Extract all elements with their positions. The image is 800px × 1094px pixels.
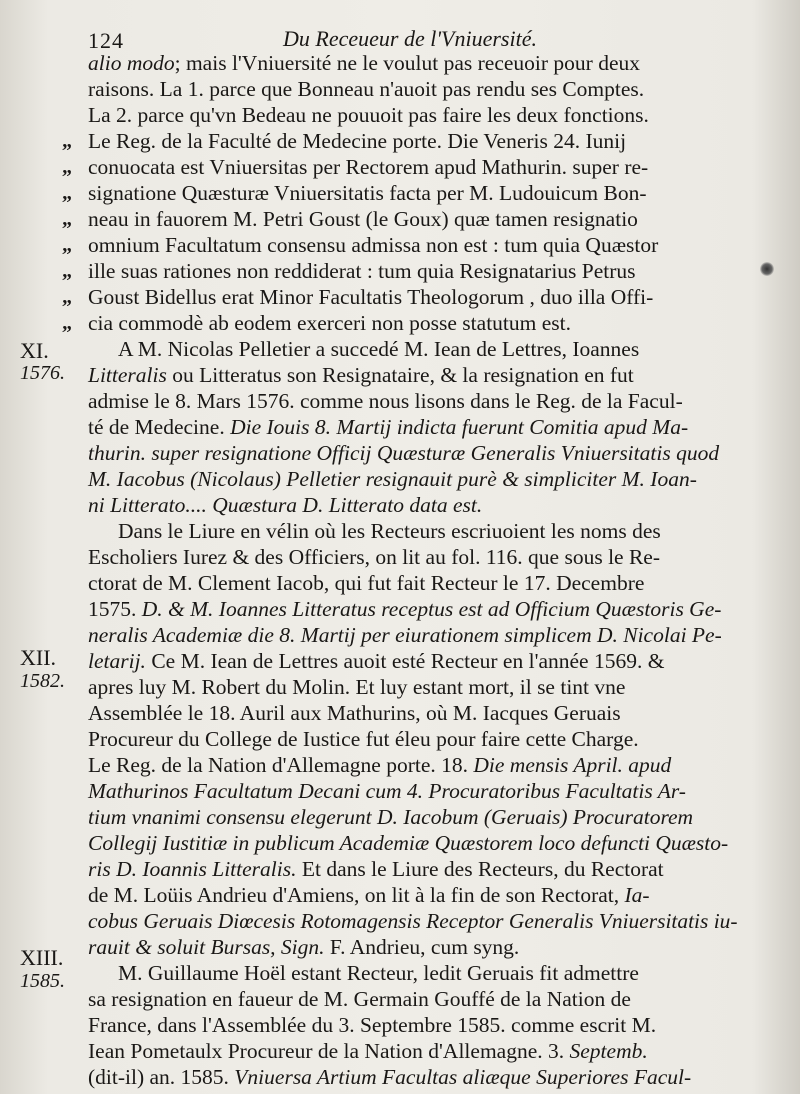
text-line: ctorat de M. Clement Iacob, qui fut fait Recteur le 17. Decembre <box>88 571 645 595</box>
text-line: omnium Facultatum consensu admissa non est : tum quia Quæstor <box>88 233 659 257</box>
text-line: apres luy M. Robert du Molin. Et luy estant mort, il se tint vne <box>88 675 626 699</box>
text-line: ris D. Ioannis Litteralis. Et dans le Liure des Recteurs, du Rectorat <box>88 857 664 881</box>
text-line: Escholiers Iurez & des Officiers, on lit au fol. 116. que sous le Re- <box>88 545 660 569</box>
text-line: M. Iacobus (Nicolaus) Pelletier resignauit purè & simpliciter M. Ioan- <box>88 467 697 491</box>
ink-smudge <box>760 262 774 276</box>
text-line: A M. Nicolas Pelletier a succedé M. Iean de Lettres, Ioannes <box>118 337 640 361</box>
margin-year-1582: 1582. <box>20 670 65 692</box>
text-line: conuocata est Vniuersitas per Rectorem apud Mathurin. super re- <box>88 155 649 179</box>
text-line: raisons. La 1. parce que Bonneau n'auoit pas rendu ses Comptes. <box>88 77 645 101</box>
text-line: Iean Pometaulx Procureur de la Nation d'Allemagne. 3. Septemb. <box>88 1039 648 1063</box>
text-line: de M. Loüis Andrieu d'Amiens, on lit à la fin de son Rectorat, Ia- <box>88 883 650 907</box>
quote-mark: „ <box>62 182 72 204</box>
text-line: Goust Bidellus erat Minor Facultatis Theologorum , duo illa Offi- <box>88 285 654 309</box>
text-line: té de Medecine. Die Iouis 8. Martij indicta fuerunt Comitia apud Ma- <box>88 415 689 439</box>
text-line: La 2. parce qu'vn Bedeau ne pouuoit pas faire les deux fonctions. <box>88 103 649 127</box>
text-line: 1575. D. & M. Ioannes Litteratus receptus est ad Officium Quæstoris Ge- <box>88 597 722 621</box>
text-line: ille suas rationes non reddiderat : tum quia Resignatarius Petrus <box>88 259 636 283</box>
text-line: neau in fauorem M. Petri Goust (le Goux) quæ tamen resignatio <box>88 207 638 231</box>
text-line: France, dans l'Assemblée du 3. Septembre 1585. comme escrit M. <box>88 1013 657 1037</box>
quote-mark: „ <box>62 208 72 230</box>
text-line: cobus Geruais Diœcesis Rotomagensis Receptor Generalis Vniuersitatis iu- <box>88 909 738 933</box>
page-number: 124 <box>88 28 124 53</box>
text-line: (dit-il) an. 1585. Vniuersa Artium Facultas aliæque Superiores Facul- <box>88 1065 692 1089</box>
margin-section-xii: XII. <box>20 645 57 670</box>
running-head: Du Receueur de l'Vniuersité. <box>283 26 537 51</box>
margin-section-xi: XI. <box>20 338 49 363</box>
text-line: Le Reg. de la Nation d'Allemagne porte. 18. Die mensis April. apud <box>88 753 672 777</box>
quote-mark: „ <box>62 286 72 308</box>
text-line: admise le 8. Mars 1576. comme nous lisons dans le Reg. de la Facul- <box>88 389 683 413</box>
text-line: Collegij Iustitiæ in publicum Academiæ Quæstorem loco defuncti Quæsto- <box>88 831 729 855</box>
text-line: signatione Quæsturæ Vniuersitatis facta per M. Ludouicum Bon- <box>88 181 647 205</box>
page-header <box>88 20 748 53</box>
quote-mark: „ <box>62 312 72 334</box>
margin-section-xiii: XIII. <box>20 945 64 970</box>
text-line: thurin. super resignatione Officij Quæsturæ Generalis Vniuersitatis quod <box>88 441 720 465</box>
text-line: Mathurinos Facultatum Decani cum 4. Procuratoribus Facultatis Ar- <box>88 779 686 803</box>
text-line: Litteralis ou Litteratus son Resignataire, & la resignation en fut <box>88 363 634 387</box>
quote-mark: „ <box>62 130 72 152</box>
text-line: cia commodè ab eodem exerceri non posse statutum est. <box>88 311 571 335</box>
quote-mark: „ <box>62 156 72 178</box>
text-line: M. Guillaume Hoël estant Recteur, ledit Geruais fit admettre <box>118 961 639 985</box>
text-line: neralis Academiæ die 8. Martij per eiurationem simplicem D. Nicolai Pe- <box>88 623 722 647</box>
text-line: Assemblée le 18. Auril aux Mathurins, où M. Iacques Geruais <box>88 701 621 725</box>
text-line: Procureur du College de Iustice fut éleu pour faire cette Charge. <box>88 727 639 751</box>
text-line: Le Reg. de la Faculté de Medecine porte. Die Veneris 24. Iunij <box>88 129 627 153</box>
text-line: tium vnanimi consensu elegerunt D. Iacobum (Geruais) Procuratorem <box>88 805 694 829</box>
text-line: alio modo; mais l'Vniuersité ne le voulut pas receuoir pour deux <box>88 51 641 75</box>
text-line: rauit & soluit Bursas, Sign. F. Andrieu, cum syng. <box>88 935 520 959</box>
quote-mark: „ <box>62 234 72 256</box>
text-line: sa resignation en faueur de M. Germain Gouffé de la Nation de <box>88 987 631 1011</box>
text-line: letarij. Ce M. Iean de Lettres auoit esté Recteur en l'année 1569. & <box>88 649 665 673</box>
text-line: ni Litterato.... Quæstura D. Litterato data est. <box>88 493 483 517</box>
margin-year-1576: 1576. <box>20 362 65 384</box>
margin-year-1585: 1585. <box>20 970 65 992</box>
text-line: Dans le Liure en vélin où les Recteurs escriuoient les noms des <box>118 519 661 543</box>
quote-mark: „ <box>62 260 72 282</box>
